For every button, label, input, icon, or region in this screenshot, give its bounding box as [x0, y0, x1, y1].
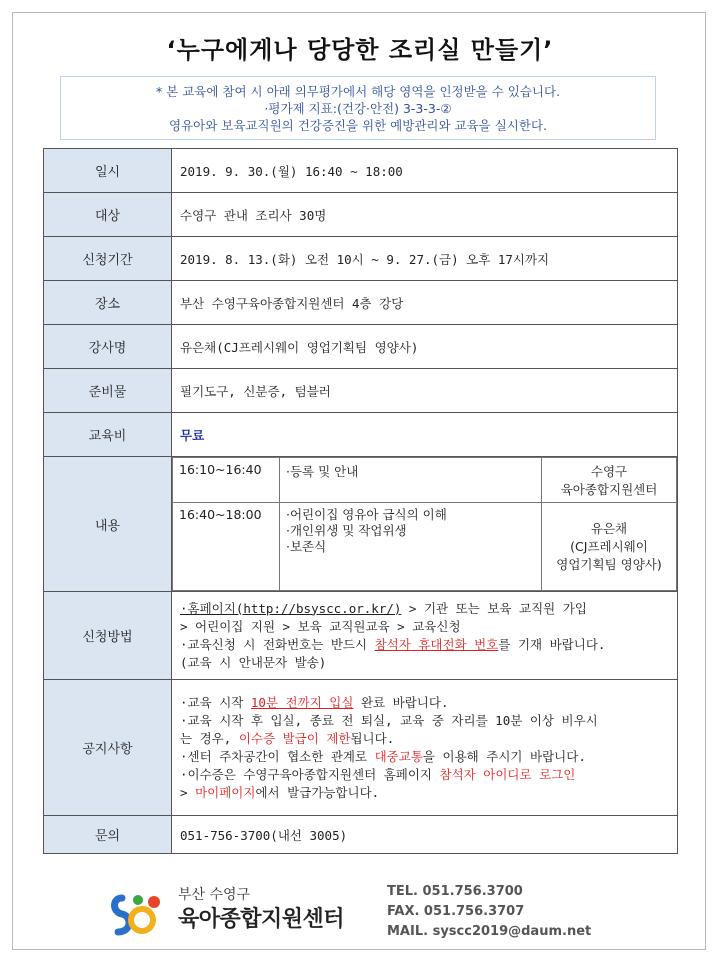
schedule-time: 16:40~18:00	[173, 503, 280, 591]
value-place: 부산 수영구육아종합지원센터 4층 강당	[172, 281, 678, 325]
notice-line: 영유아와 보육교직원의 건강증진을 위한 예방관리와 교육을 실시한다.	[169, 118, 547, 133]
page-title: ‘누구에게나 당당한 조리실 만들기’	[166, 36, 554, 64]
label-fee: 교육비	[44, 413, 172, 457]
value-supplies: 필기도구, 신분증, 텀블러	[172, 369, 678, 413]
notice-line: * 본 교육에 참여 시 아래 의무평가에서 해당 영역을 인정받을 수 있습니다.	[155, 84, 561, 99]
value-notes: ·교육 시작 10분 전까지 입실 완료 바랍니다. ·교육 시작 후 입실, 종료 전 퇴실, 교육 중 자리를 10분 이상 비우시 는 경우, 이수증 발급이 제한됩니다. ·센터 주차공간이 협소한 관계로 대중교통을 이용해 주시기 바랍니다. ·이수증은 수영구육아종합지원센터 홈페이지 참석자 아이디로 로그인 > 마이페이지에서 발급가능합니다.	[172, 680, 678, 816]
label-target: 대상	[44, 193, 172, 237]
value-lecturer: 유은채(CJ프레시웨이 영업기획팀 영양사)	[172, 325, 678, 369]
schedule-org: 육아종합지원센터	[560, 482, 658, 497]
label-date: 일시	[44, 149, 172, 193]
schedule-row	[173, 503, 677, 591]
value-period: 2019. 8. 13.(화) 오전 10시 ~ 9. 27.(금) 오후 17시까지	[172, 237, 678, 281]
label-place: 장소	[44, 281, 172, 325]
contact-fax: FAX. 051.756.3707	[387, 904, 525, 919]
value-date: 2019. 9. 30.(월) 16:40 ~ 18:00	[172, 149, 678, 193]
row-target	[44, 193, 678, 237]
label-supplies: 준비물	[44, 369, 172, 413]
schedule-time: 16:10~16:40	[173, 458, 280, 503]
row-fee	[44, 413, 678, 457]
row-period	[44, 237, 678, 281]
org-name: 육아종합지원센터	[178, 907, 345, 932]
evaluation-notice	[60, 76, 656, 140]
contact-info	[387, 882, 591, 942]
label-notes: 공지사항	[44, 680, 172, 816]
label-content: 내용	[44, 457, 172, 592]
notice-line: ·평가제 지표:(건강·안전) 3-3-3-②	[264, 101, 452, 116]
label-lecturer: 강사명	[44, 325, 172, 369]
org-region: 부산 수영구	[178, 887, 251, 903]
schedule-item: ·등록 및 안내	[286, 464, 359, 479]
row-place	[44, 281, 678, 325]
homepage-link[interactable]: ·홈페이지(http://bsyscc.or.kr/)	[180, 600, 402, 616]
value-inquiry: 051-756-3700(내선 3005)	[172, 816, 678, 854]
label-apply: 신청방법	[44, 592, 172, 680]
contact-tel: TEL. 051.756.3700	[387, 884, 523, 899]
row-lecturer	[44, 325, 678, 369]
row-apply	[44, 592, 678, 680]
schedule-org: 영업기획팀 영양사)	[556, 556, 662, 572]
value-fee: 무료	[180, 427, 205, 443]
value-apply: ·홈페이지(http://bsyscc.or.kr/) > 기관 또는 보육 교직원 가입 > 어린이집 지원 > 보육 교직원교육 > 교육신청 ·교육신청 시 전화번호는 반드시 참석자 휴대전화 번호를 기재 바랍니다. (교육 시 안내문자 발송)	[172, 592, 678, 680]
label-inquiry: 문의	[44, 816, 172, 854]
info-table	[43, 148, 678, 854]
center-logo-icon	[108, 890, 162, 938]
schedule-row	[173, 458, 677, 503]
schedule-org: (CJ프레시웨이	[570, 538, 648, 554]
schedule-item: ·개인위생 및 작업위생	[286, 523, 407, 538]
schedule-org: 유은채	[590, 520, 628, 536]
row-inquiry	[44, 816, 678, 854]
schedule-table	[172, 457, 677, 591]
row-date	[44, 149, 678, 193]
row-supplies	[44, 369, 678, 413]
contact-mail[interactable]: MAIL. syscc2019@daum.net	[387, 924, 592, 939]
label-period: 신청기간	[44, 237, 172, 281]
schedule-item: ·어린이집 영유아 급식의 이해	[286, 507, 447, 522]
schedule-item: ·보존식	[286, 539, 327, 554]
row-content	[44, 457, 678, 592]
value-target: 수영구 관내 조리사 30명	[172, 193, 678, 237]
schedule-org: 수영구	[590, 464, 628, 479]
footer	[100, 878, 660, 940]
row-notes	[44, 680, 678, 816]
